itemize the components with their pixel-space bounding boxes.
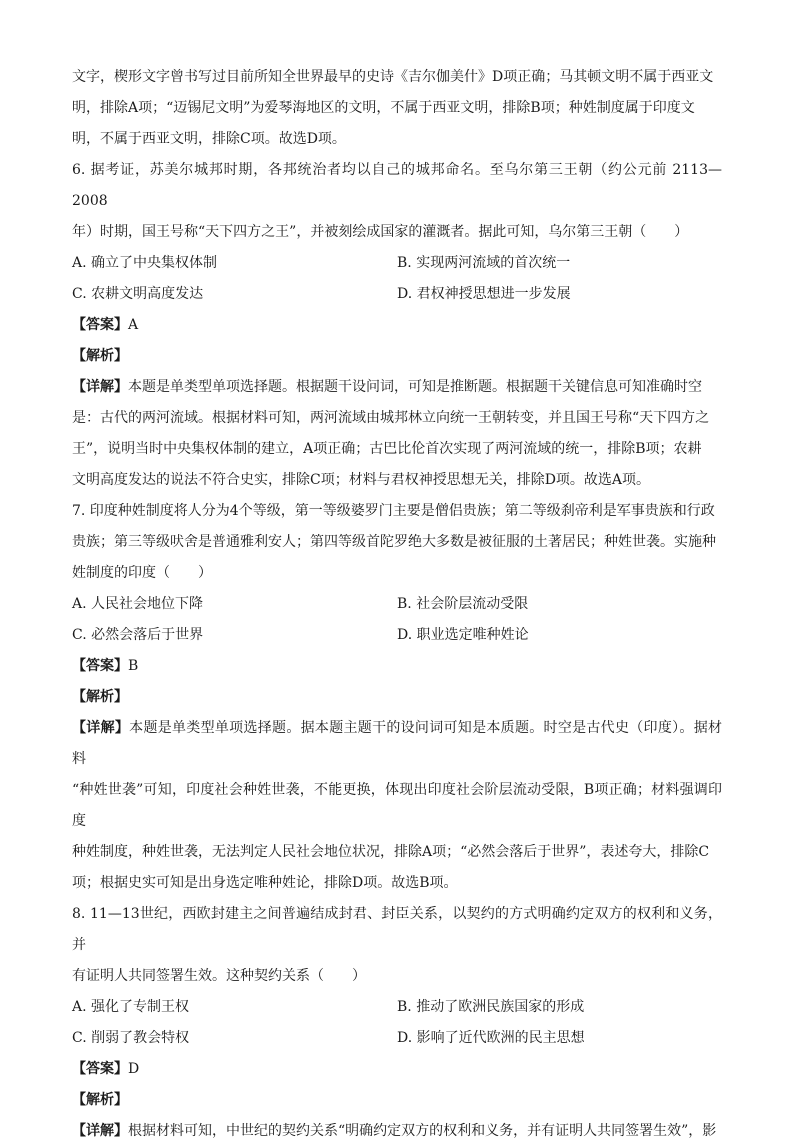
question-stem: 贵族；第三等级吠舍是普通雅利安人；第四等级首陀罗绝大多数是被征服的土著居民；种姓世袭。实施种 [72,534,716,550]
text-line: 明，排除A项；“迈锡尼文明”为爱琴海地区的文明，不属于西亚文明，排除B项；种姓制度属于印度文 [72,100,695,116]
answer-value: D [128,1061,140,1077]
question-stem: 有证明人共同签署生效。这种契约关系（ ） [72,968,366,984]
question-stem: 8. 11—13世纪，西欧封建主之间普遍结成封君、封臣关系，以契约的方式明确约定双方的权利和义务，并 [72,906,722,953]
detail-line: 是：古代的两河流域。根据材料可知，两河流域由城邦林立向统一王朝转变，并且国王号称“天下四方之 [72,410,710,426]
option-c: C. 削弱了教会特权 [72,1030,190,1046]
question-8 [72,899,722,1147]
answer-line [72,1054,722,1085]
option-list [72,992,722,1054]
detail-text: 本题是单类型单项选择题。根据题干设问词，可知是推断题。根据题干关键信息可知准确时空 [128,379,702,395]
option-d: D. 职业选定唯种姓论 [397,627,529,643]
detail-label: 【详解】 [72,720,130,736]
question-stem: 年）时期，国王号称“天下四方之王”，并被刻绘成国家的灌溉者。据此可知，乌尔第三王朝（ ） [72,224,689,240]
detail-line [72,1116,722,1147]
option-c: C. 农耕文明高度发达 [72,286,204,302]
option-list [72,589,722,651]
question-stem: 6. 据考证，苏美尔城邦时期，各邦统治者均以自己的城邦命名。至乌尔第三王朝（约公元前 2113—2008 [72,162,722,209]
answer-label: 【答案】 [72,317,128,333]
detail-line: 文明高度发达的说法不符合史实，排除C项；材料与君权神授思想无关，排除D项。故选A项。 [72,472,651,488]
answer-value: B [128,658,139,674]
option-a: A. 强化了专制王权 [72,999,190,1015]
detail-line [72,713,722,775]
option-b: B. 实现两河流域的首次统一 [397,255,571,271]
detail-text: 根据材料可知，中世纪的契约关系“明确约定双方的权利和义务，并有证明人共同签署生效”，影 [128,1123,717,1139]
intro-paragraph [72,62,722,155]
text-line: 文字，楔形文字曾书写过目前所知全世界最早的史诗《吉尔伽美什》D项正确；马其顿文明不属于西亚文 [72,69,714,85]
analysis-label: 【解析】 [72,348,128,364]
detail-line: 项；根据史实可知是出身选定唯种姓论，排除D项。故选B项。 [72,875,458,891]
option-b: B. 社会阶层流动受限 [397,596,529,612]
answer-label: 【答案】 [72,658,128,674]
question-stem: 姓制度的印度（ ） [72,565,212,581]
option-a: A. 人民社会地位下降 [72,596,204,612]
answer-label: 【答案】 [72,1061,128,1077]
option-d: D. 影响了近代欧洲的民主思想 [397,1030,585,1046]
analysis-label: 【解析】 [72,689,128,705]
detail-text: 本题是单类型单项选择题。据本题主题干的设问词可知是本质题。时空是古代史（印度）。据材料 [72,720,722,767]
option-d: D. 君权神授思想进一步发展 [397,286,571,302]
answer-value: A [128,317,139,333]
analysis-label: 【解析】 [72,1092,128,1108]
detail-line [72,372,722,403]
question-6 [72,155,722,496]
option-list [72,248,722,310]
answer-line [72,310,722,341]
option-c: C. 必然会落后于世界 [72,627,204,643]
detail-line: 王”，说明当时中央集权体制的建立，A项正确；古巴比伦首次实现了两河流域的统一，排除B项；农耕 [72,441,702,457]
question-stem: 7. 印度种姓制度将人分为4个等级，第一等级婆罗门主要是僧侣贵族；第二等级刹帝利是军事贵族和行政 [72,503,715,519]
option-b: B. 推动了欧洲民族国家的形成 [397,999,585,1015]
detail-label: 【详解】 [72,379,128,395]
question-7 [72,496,722,899]
text-line: 明，不属于西亚文明，排除C项。故选D项。 [72,131,346,147]
detail-label: 【详解】 [72,1123,128,1139]
detail-line: 种姓制度，种姓世袭，无法判定人民社会地位状况，排除A项；“必然会落后于世界”，表述夸大，排除C [72,844,710,860]
detail-line: “种姓世袭”可知，印度社会种姓世袭，不能更换，体现出印度社会阶层流动受限，B项正确；材料强调印度 [72,782,722,829]
answer-line [72,651,722,682]
document-page [72,62,722,1147]
option-a: A. 确立了中央集权体制 [72,255,218,271]
